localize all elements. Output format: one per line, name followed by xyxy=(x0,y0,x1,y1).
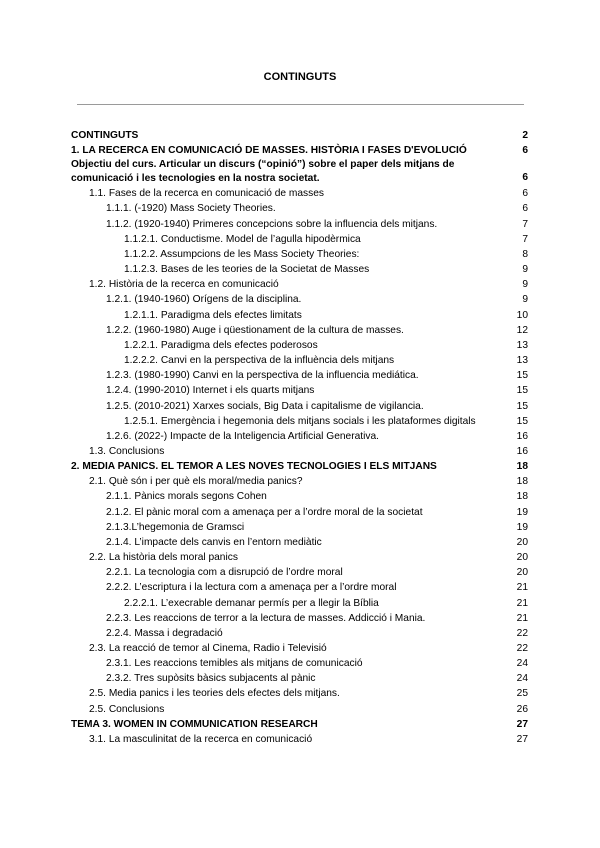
toc-entry-label: 2.3. La reacció de temor al Cinema, Radio i Televisió xyxy=(89,643,327,654)
toc-entry-page-number: 6 xyxy=(522,188,528,200)
toc-entry-label: 2.1.3.L’hegemonia de Gramsci xyxy=(106,521,245,533)
toc-entry-label: 1.2.6. (2022-) Impacte de la Inteligencia Artificial Generativa. xyxy=(106,430,379,442)
toc-entry-label: 1.1.2.2. Assumpcions de les Mass Society Theories: xyxy=(124,248,360,260)
toc-entry-page-number: 18 xyxy=(516,461,528,473)
toc-entry-page-number: 27 xyxy=(516,733,528,745)
toc-entry-page-number: 6 xyxy=(522,172,528,184)
toc-entry-page-number: 10 xyxy=(516,309,528,321)
toc-entry-page-number: 20 xyxy=(516,552,528,564)
toc-entry-label: 1.1.2.3. Bases de les teories de la Societat de Masses xyxy=(124,264,370,276)
toc-entry-label: 2.2.3. Les reaccions de terror a la lectura de masses. Addicció i Mania. xyxy=(106,612,426,624)
toc-entry[interactable] xyxy=(71,444,528,459)
toc-entry-page-number: 16 xyxy=(516,430,528,442)
toc-entry-label: 2.3.1. Les reaccions temibles als mitjans de comunicació xyxy=(106,658,363,670)
toc-entry[interactable] xyxy=(71,158,528,186)
toc-entry-page-number: 15 xyxy=(516,415,528,427)
toc-entry-label: 1.2.5. (2010-2021) Xarxes socials, Big Data i capitalisme de vigilancia. xyxy=(106,400,424,412)
toc-entry-label: 2.2.2. L’escriptura i la lectura com a amenaça per a l’ordre moral xyxy=(106,582,397,594)
toc-entry-label: CONTINGUTS xyxy=(71,130,139,141)
toc-entry-label: TEMA 3. WOMEN IN COMMUNICATION RESEARCH xyxy=(71,718,318,730)
toc-entry[interactable] xyxy=(71,201,528,216)
toc-entry-page-number: 19 xyxy=(516,521,528,533)
toc-entry-page-number: 18 xyxy=(516,476,528,488)
toc-entry-page-number: 25 xyxy=(516,688,528,700)
toc-entry[interactable] xyxy=(71,535,528,550)
toc-entry-label: 1.2.2.1. Paradigma dels efectes poderosos xyxy=(124,339,318,351)
toc-entry[interactable] xyxy=(71,128,528,143)
toc-entry-page-number: 15 xyxy=(516,385,528,397)
toc-entry-page-number: 24 xyxy=(516,673,528,685)
toc-entry-page-number: 18 xyxy=(516,491,528,503)
toc-entry[interactable] xyxy=(71,520,528,535)
toc-entry[interactable] xyxy=(71,702,528,717)
toc-entry-label: 1.2.1.1. Paradigma dels efectes limitats xyxy=(124,309,302,321)
toc-entry[interactable] xyxy=(71,429,528,444)
toc-entry-page-number: 20 xyxy=(516,536,528,548)
toc-entry-label: 1.2.5.1. Emergència i hegemonia dels mitjans socials i les plataformes digitals xyxy=(124,415,476,427)
toc-entry[interactable] xyxy=(71,277,528,292)
toc-entry-label: 2.2.1. La tecnologia com a disrupció de l’ordre moral xyxy=(106,567,343,579)
toc-entry[interactable] xyxy=(71,399,528,414)
toc-entry-page-number: 12 xyxy=(516,324,528,336)
toc-entry-label: 2.3.2. Tres supòsits bàsics subjacents al pànic xyxy=(106,673,316,685)
toc-entry-page-number: 2 xyxy=(522,130,528,141)
toc-entry-page-number: 24 xyxy=(516,658,528,670)
toc-entry-label: 1.1. Fases de la recerca en comunicació de masses xyxy=(89,188,324,200)
toc-entry-page-number: 13 xyxy=(516,355,528,367)
toc-entry[interactable] xyxy=(71,550,528,565)
toc-entry-label: 1.1.2. (1920-1940) Primeres concepcions sobre la influencia dels mitjans. xyxy=(106,218,438,230)
toc-entry[interactable] xyxy=(71,717,528,732)
toc-entry-label: 3.1. La masculinitat de la recerca en comunicació xyxy=(89,733,313,745)
toc-entry-page-number: 6 xyxy=(522,145,528,157)
toc-entry[interactable] xyxy=(71,368,528,383)
toc-entry-label: 1.1.1. (-1920) Mass Society Theories. xyxy=(106,203,276,215)
toc-entry-page-number: 8 xyxy=(522,248,528,260)
toc-entry-label: Objectiu del curs. Articular un discurs (“opinió”) sobre el paper dels mitjans de comunicació i les tecnologies en la nostra societat. xyxy=(71,159,455,185)
toc-entry[interactable] xyxy=(71,414,528,429)
toc-entry-label: 2.5. Media panics i les teories dels efectes dels mitjans. xyxy=(89,688,340,700)
toc-entry-label: 1.2.4. (1990-2010) Internet i els quarts mitjans xyxy=(106,385,315,397)
toc-entry-page-number: 15 xyxy=(516,370,528,382)
toc-entry[interactable] xyxy=(71,686,528,701)
toc-entry-label: 2.2.2.1. L’execrable demanar permís per a llegir la Bíblia xyxy=(124,597,379,609)
toc-entry[interactable] xyxy=(71,353,528,368)
toc-entry-label: 2.1. Què són i per què els moral/media panics? xyxy=(89,476,303,488)
toc-entry-label: 1.2. Història de la recerca en comunicació xyxy=(89,279,279,291)
toc-entry-label: 1.1.2.1. Conductisme. Model de l’agulla hipodèrmica xyxy=(124,233,361,245)
toc-entry-page-number: 16 xyxy=(516,445,528,457)
toc-entry-page-number: 9 xyxy=(522,294,528,306)
toc-entry[interactable] xyxy=(71,641,528,656)
toc-entry-label: 2.2.4. Massa i degradació xyxy=(106,627,223,639)
title-divider xyxy=(77,104,524,105)
toc-entry-page-number: 7 xyxy=(522,233,528,245)
toc-entry-page-number: 21 xyxy=(516,612,528,624)
toc-entry-label: 1.2.1. (1940-1960) Orígens de la disciplina. xyxy=(106,294,302,306)
toc-entry[interactable] xyxy=(71,580,528,595)
table-of-contents xyxy=(71,128,528,747)
toc-entry[interactable] xyxy=(71,626,528,641)
toc-entry[interactable] xyxy=(71,262,528,277)
toc-entry-label: 1.2.2.2. Canvi en la perspectiva de la influència dels mitjans xyxy=(124,355,395,367)
toc-entry-label: 2.1.2. El pànic moral com a amenaça per a l’ordre moral de la societat xyxy=(106,506,423,518)
toc-entry-page-number: 19 xyxy=(516,506,528,518)
toc-entry[interactable] xyxy=(71,611,528,626)
toc-entry-page-number: 21 xyxy=(516,597,528,609)
toc-entry[interactable] xyxy=(71,338,528,353)
toc-entry-label: 2. MEDIA PANICS. EL TEMOR A LES NOVES TECNOLOGIES I ELS MITJANS xyxy=(71,461,437,473)
toc-entry-label: 2.5. Conclusions xyxy=(89,703,165,715)
page-title: CONTINGUTS xyxy=(263,71,337,83)
toc-entry-page-number: 9 xyxy=(522,279,528,291)
toc-entry-page-number: 13 xyxy=(516,339,528,351)
toc-entry[interactable] xyxy=(71,732,528,747)
toc-entry[interactable] xyxy=(71,383,528,398)
toc-entry-page-number: 6 xyxy=(522,203,528,215)
toc-entry[interactable] xyxy=(71,656,528,671)
toc-entry-page-number: 22 xyxy=(516,643,528,654)
toc-entry-page-number: 21 xyxy=(516,582,528,594)
toc-entry[interactable] xyxy=(71,489,528,504)
toc-entry-label: 1.3. Conclusions xyxy=(89,445,165,457)
toc-entry[interactable] xyxy=(71,186,528,201)
toc-entry[interactable] xyxy=(71,505,528,520)
toc-entry-page-number: 20 xyxy=(516,567,528,579)
toc-entry-page-number: 15 xyxy=(516,400,528,412)
toc-entry[interactable] xyxy=(71,474,528,489)
toc-entry-label: 1. LA RECERCA EN COMUNICACIÓ DE MASSES. HISTÒRIA I FASES D'EVOLUCIÓ xyxy=(71,145,467,157)
toc-entry-label: 2.1.1. Pànics morals segons Cohen xyxy=(106,491,267,503)
toc-entry-page-number: 26 xyxy=(516,703,528,715)
toc-entry[interactable] xyxy=(71,671,528,686)
toc-entry[interactable] xyxy=(71,596,528,611)
toc-entry-page-number: 7 xyxy=(522,218,528,230)
toc-entry[interactable] xyxy=(71,292,528,307)
toc-entry-page-number: 27 xyxy=(516,718,528,730)
toc-entry[interactable] xyxy=(71,323,528,338)
toc-entry-label: 1.2.3. (1980-1990) Canvi en la perspectiva de la influencia mediática. xyxy=(106,370,419,382)
toc-entry[interactable] xyxy=(71,217,528,232)
toc-entry-label: 1.2.2. (1960-1980) Auge i qüestionament de la cultura de masses. xyxy=(106,324,404,336)
toc-entry[interactable] xyxy=(71,143,528,158)
toc-entry[interactable] xyxy=(71,232,528,247)
toc-entry-label: 2.1.4. L’impacte dels canvis en l’entorn mediàtic xyxy=(106,536,322,548)
toc-entry-label: 2.2. La història dels moral panics xyxy=(89,552,238,564)
toc-entry[interactable] xyxy=(71,459,528,474)
toc-entry-page-number: 9 xyxy=(522,264,528,276)
toc-entry[interactable] xyxy=(71,565,528,580)
toc-entry[interactable] xyxy=(71,308,528,323)
toc-entry[interactable] xyxy=(71,247,528,262)
toc-entry-page-number: 22 xyxy=(516,627,528,639)
